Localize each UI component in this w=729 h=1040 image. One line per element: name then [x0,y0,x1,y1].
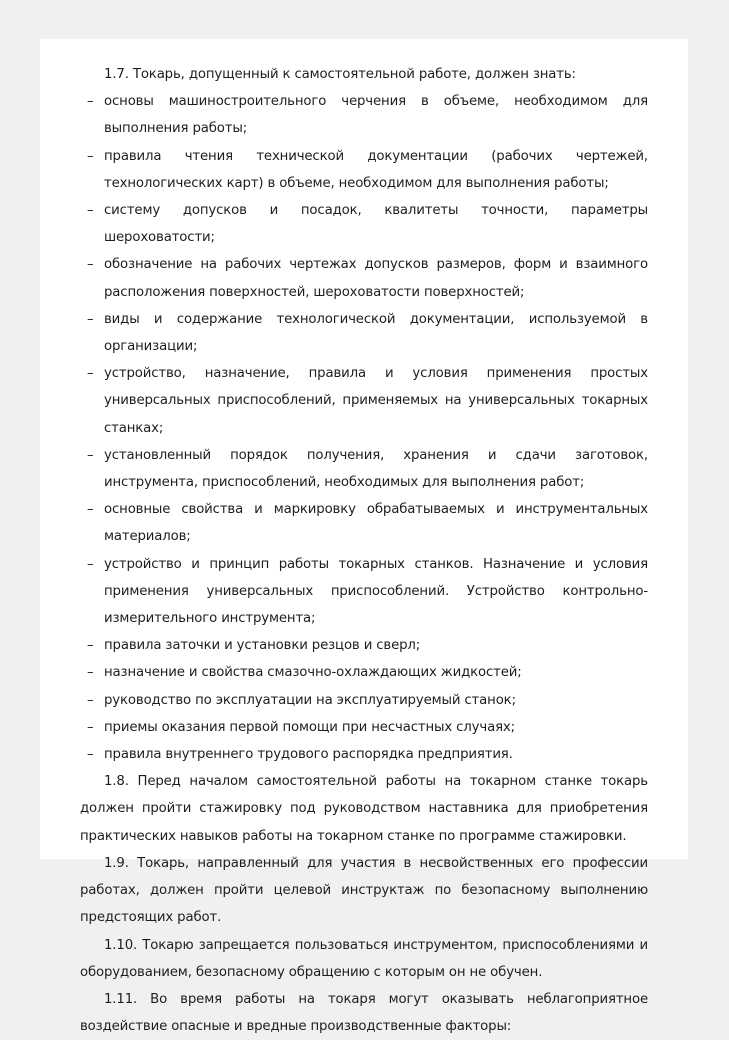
dash-bullet: – [87,257,94,273]
list-item [80,88,648,142]
list-item-text: правила внутреннего трудового распорядка предприятия. [104,747,513,763]
list-item-text: приемы оказания первой помощи при несчастных случаях; [104,719,515,735]
list-item-text: устройство и принцип работы токарных станков. Назначение и условия применения универсальных приспособлений. Устройство контрольно-измерительного инструмента; [104,556,648,627]
dash-bullet: – [87,311,94,327]
list-item [80,360,648,442]
section-1-7-intro: 1.7. Токарь, допущенный к самостоятельной работе, должен знать: [104,67,576,82]
list-item [80,741,648,768]
list-item [80,143,648,197]
document-page [40,39,688,1035]
list-item [80,551,648,633]
knowledge-list [80,88,648,768]
list-item [80,496,648,550]
list-item-text: установленный порядок получения, хранения и сдачи заготовок, инструмента, приспособлений, необходимых для выполнения работ; [104,447,648,491]
list-item-text: обозначение на рабочих чертежах допусков размеров, форм и взаимного расположения поверхностей, шероховатости поверхностей; [104,257,648,300]
list-item-text: основы машиностроительного черчения в объеме, необходимом для выполнения работы; [104,94,648,137]
list-item-text: устройство, назначение, правила и условия применения простых универсальных приспособлений, применяемых на универсальных токарных станках; [104,366,648,436]
dash-bullet: – [87,556,94,572]
section-1-8-paragraph: 1.8. Перед началом самостоятельной работы на токарном станке токарь должен пройти стажировку под руководством наставника для приобретения практических навыков работы на токарном станке по программе стажировки. [80,774,648,844]
list-item-text: правила чтения технической документации (рабочих чертежей, технологических карт) в объеме, необходимом для выполнения работы; [104,148,648,191]
dash-bullet: – [87,665,94,681]
list-item-text: виды и содержание технологической документации, используемой в организации; [104,311,648,355]
section-1-10-paragraph: 1.10. Токарю запрещается пользоваться инструментом, приспособлениями и оборудованием, безопасному обращению с которым он не обучен. [80,937,648,980]
dash-bullet: – [87,447,94,463]
list-item [80,197,648,251]
list-item-text: систему допусков и посадок, квалитеты точности, параметры шероховатости; [104,203,648,246]
dash-bullet: – [87,692,94,708]
list-item [80,306,648,360]
list-item [80,687,648,714]
section-1-9-paragraph: 1.9. Токарь, направленный для участия в несвойственных его профессии работах, должен пройти целевой инструктаж по безопасному выполнению предстоящих работ. [80,855,648,926]
dash-bullet: – [87,747,94,763]
list-item [80,714,648,741]
list-item [80,251,648,305]
list-item [80,659,648,686]
list-item [80,632,648,659]
list-item-text: основные свойства и маркировку обрабатываемых и инструментальных материалов; [104,502,648,545]
section-1-11-paragraph: 1.11. Во время работы на токаря могут оказывать неблагоприятное воздействие опасные и вредные производственные факторы: [80,991,648,1035]
list-item-text: руководство по эксплуатации на эксплуатируемый станок; [104,692,516,708]
paragraphs [80,768,648,1040]
dash-bullet: – [87,719,94,735]
list-item-text: правила заточки и установки резцов и сверл; [104,638,421,654]
dash-bullet: – [87,366,94,382]
dash-bullet: – [87,94,94,110]
list-item-text: назначение и свойства смазочно-охлаждающих жидкостей; [104,665,522,681]
dash-bullet: – [87,148,94,164]
dash-bullet: – [87,502,94,518]
dash-bullet: – [87,638,94,654]
document-body [80,61,648,1040]
dash-bullet: – [87,203,94,219]
list-item [80,442,648,496]
